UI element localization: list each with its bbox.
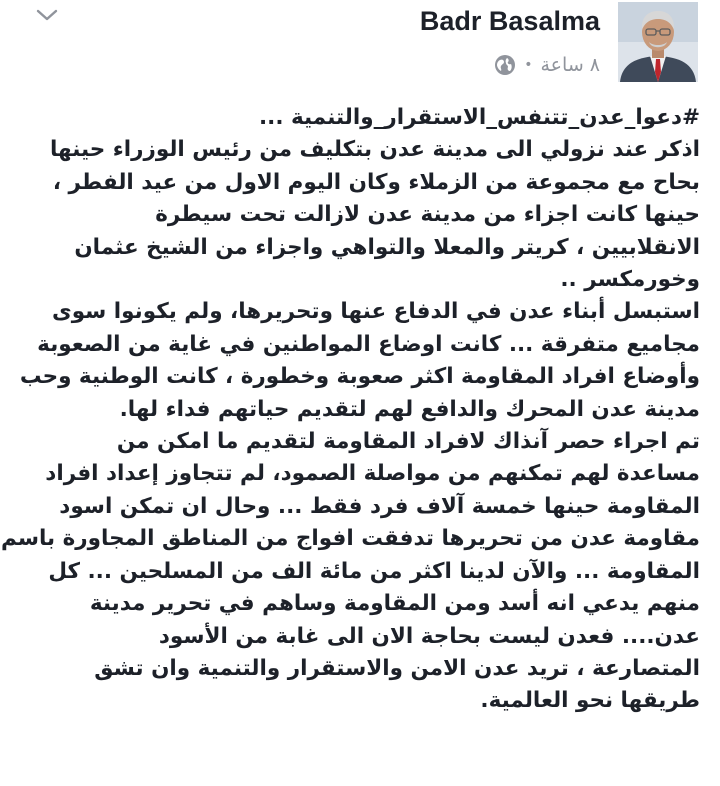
post-text-line: منهم يدعي انه أسد ومن المقاومة وساهم في تحرير مدينة — [89, 591, 700, 617]
post-text-line: حينها كانت اجزاء من مدينة عدن لازالت تحت سيطرة — [155, 202, 700, 228]
author-name[interactable]: Badr Basalma — [419, 6, 600, 36]
chevron-down-icon[interactable] — [34, 4, 60, 26]
hashtag-suffix: ... — [258, 105, 291, 130]
post-text-line: مدينة عدن المحرك والدافع لهم لتقديم حياتهم فداء لها. — [119, 396, 700, 422]
post-header — [0, 0, 720, 100]
post-meta — [494, 52, 600, 78]
hashtag-link[interactable]: #دعوا_عدن_تتنفس_الاستقرار_والتنمية — [290, 105, 700, 130]
post-body — [0, 102, 700, 718]
profile-photo — [618, 2, 698, 82]
post-text-line: وأوضاع افراد المقاومة اكثر صعوبة وخطورة ، كانت الوطنية وحب — [19, 364, 700, 390]
meta-separator: • — [524, 57, 533, 73]
hashtag-line — [30, 102, 700, 134]
post-text-line: استبسل أبناء عدن في الدفاع عنها وتحريرها، ولم يكونوا سوى — [51, 299, 700, 325]
post-text-line: تم اجراء حصر آنذاك لافراد المقاومة لتقديم ما امكن من — [116, 429, 700, 455]
post-text-line: بحاح مع مجموعة من الزملاء وكان اليوم الاول من عيد الفطر ، — [52, 169, 700, 195]
post-text-line: عدن.... فعدن ليست بحاجة الان الى غابة من الأسود — [158, 623, 700, 649]
post-text-line: المتصارعة ، تريد عدن الامن والاستقرار والتنمية وان تشق — [94, 655, 700, 681]
post-text-line: المقاومة حينها خمسة آلاف فرد فقط ... وحال ان تمكن اسود — [59, 493, 700, 519]
globe-icon[interactable] — [494, 54, 516, 76]
post-text-line: الانقلابيين ، كريتر والمعلا والتواهي واجزاء من الشيخ عثمان — [74, 234, 700, 260]
post-text-line: وخورمكسر .. — [560, 267, 700, 293]
post-text-line: طريقها نحو العالمية. — [480, 688, 700, 714]
post-text-line: مجاميع متفرقة ... كانت اوضاع المواطنين في غاية من الصعوبة — [37, 331, 700, 357]
post-text-line: مساعدة لهم تمكنهم من مواصلة الصمود، لم تتجاوز إعداد افراد — [45, 461, 700, 487]
post-text-line: اذكر عند نزولي الى مدينة عدن بتكليف من رئيس الوزراء حينها — [49, 137, 700, 163]
post-text-line: المقاومة ... والآن لدينا اكثر من مائة الف من المسلحين ... كل — [48, 558, 700, 584]
post-text-line: مقاومة عدن من تحريرها تدفقت افواج من المناطق المجاورة باسم — [0, 526, 700, 552]
avatar[interactable] — [618, 2, 698, 82]
post-timestamp[interactable]: ٨ ساعة — [540, 54, 600, 76]
